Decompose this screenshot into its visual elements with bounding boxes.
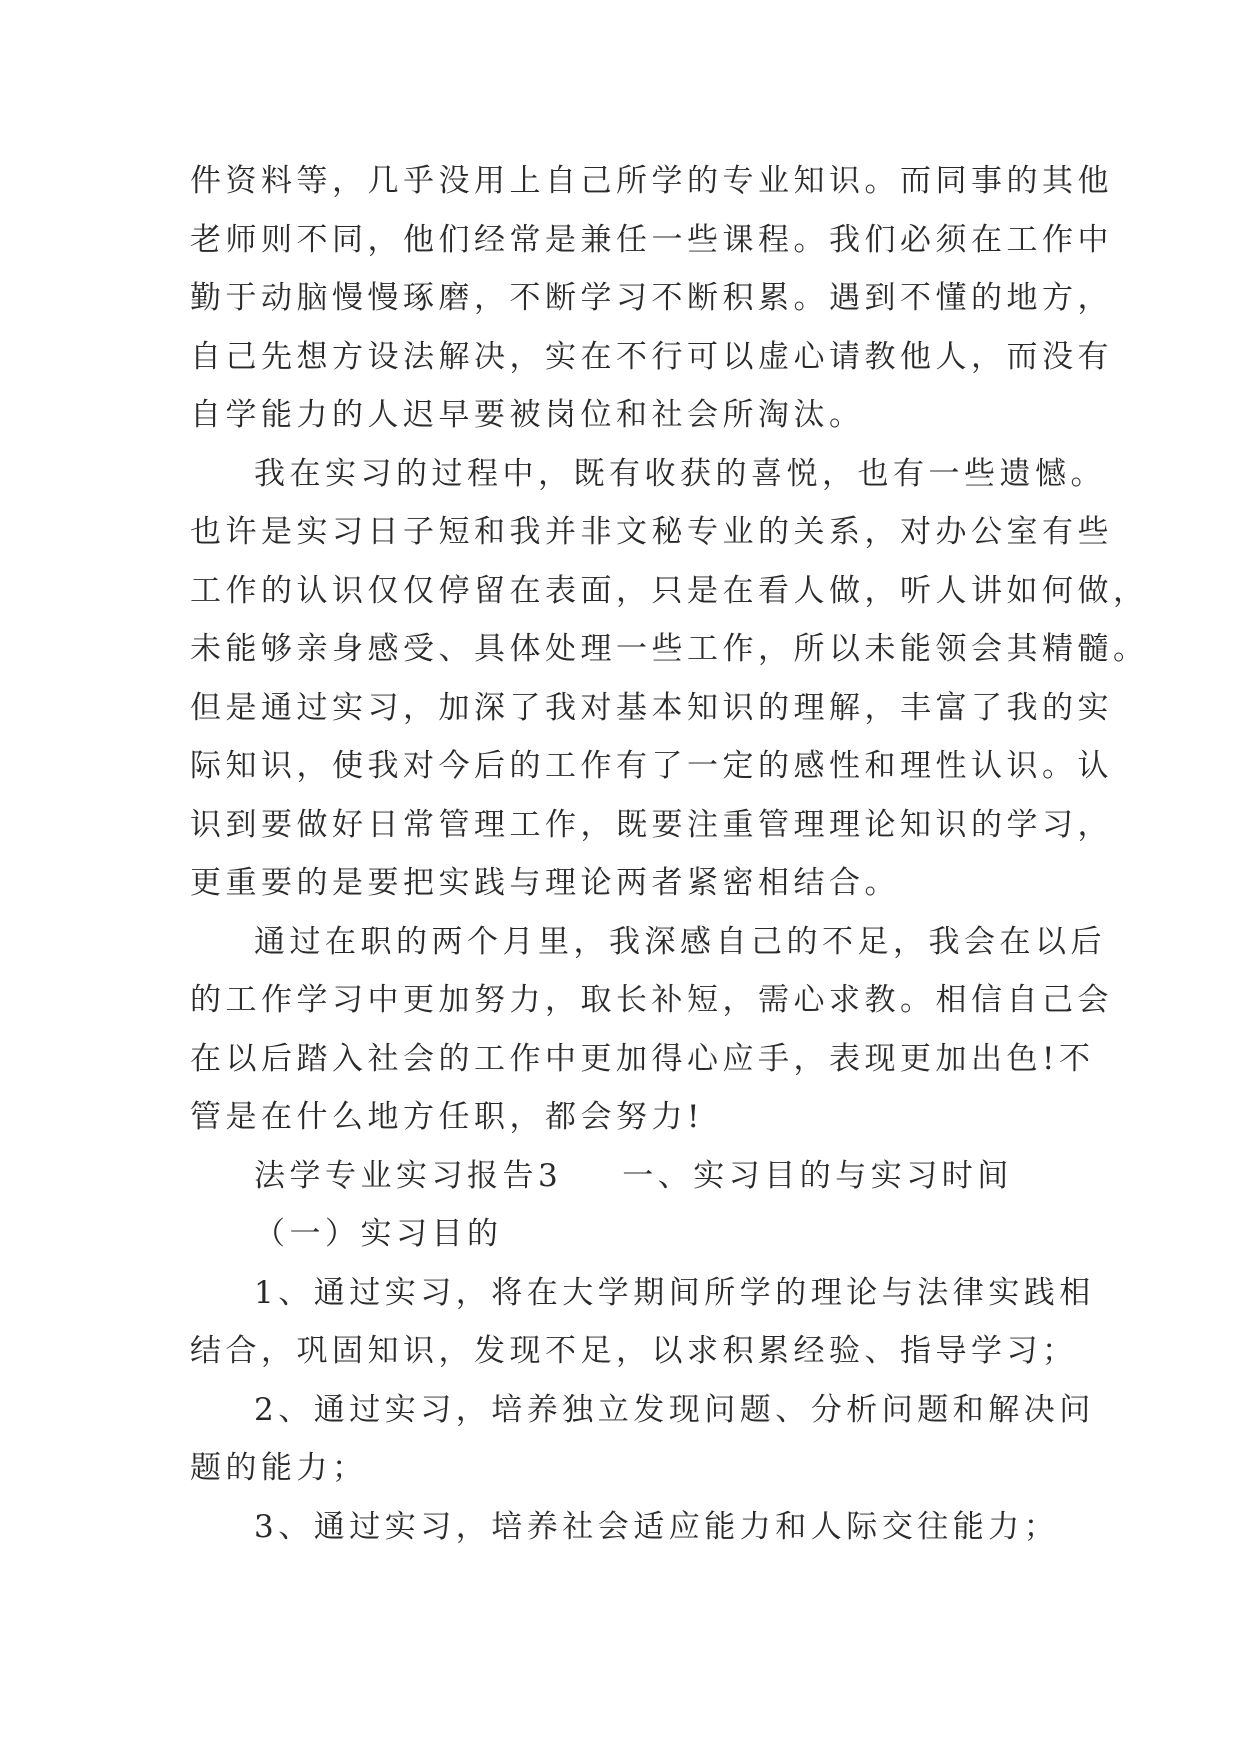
- text-line: 我在实习的过程中，既有收获的喜悦，也有一些遗憾。: [254, 455, 1106, 492]
- report-title: 法学专业实习报告3: [254, 1157, 563, 1194]
- text-line: 但是通过实习，加深了我对基本知识的理解，丰富了我的实: [190, 689, 1113, 726]
- text-line: 件资料等，几乎没用上自己所学的专业知识。而同事的其他: [190, 163, 1113, 199]
- section-title: 一、实习目的与实习时间: [622, 1157, 1013, 1194]
- text-line: 1、通过实习，将在大学期间所学的理论与法律实践相: [254, 1274, 1095, 1311]
- text-line: 未能够亲身感受、具体处理一些工作，所以未能领会其精髓。: [190, 631, 1149, 667]
- text-line: 际知识，使我对今后的工作有了一定的感性和理性认识。认: [190, 748, 1113, 784]
- list-item: [190, 1264, 1095, 1381]
- paragraph: [190, 152, 1113, 445]
- list-item: [190, 1381, 1095, 1498]
- subsection-title: （一）实习目的: [254, 1216, 503, 1252]
- text-line: 勤于动脑慢慢琢磨，不断学习不断积累。遇到不懂的地方，: [190, 280, 1113, 316]
- text-line: 自己先想方设法解决，实在不行可以虚心请教他人，而没有: [190, 338, 1113, 375]
- text-line: 更重要的是要把实践与理论两者紧密相结合。: [190, 865, 900, 901]
- text-line: 识到要做好日常管理工作，既要注重管理理论知识的学习，: [190, 806, 1113, 843]
- text-line: 结合，巩固知识，发现不足，以求积累经验、指导学习；: [190, 1333, 1078, 1369]
- text-line: 自学能力的人迟早要被岗位和社会所淘汰。: [190, 397, 865, 433]
- text-line: 工作的认识仅仅停留在表面，只是在看人做，听人讲如何做，: [190, 572, 1149, 609]
- text-line: 2、通过实习，培养独立发现问题、分析问题和解决问: [254, 1391, 1095, 1428]
- text-line: 也许是实习日子短和我并非文秘专业的关系，对办公室有些: [190, 514, 1113, 550]
- text-line: 通过在职的两个月里，我深感自己的不足，我会在以后: [254, 923, 1106, 960]
- report-heading-row: [190, 1147, 1070, 1206]
- text-line: 3、通过实习，培养社会适应能力和人际交往能力；: [254, 1508, 1060, 1545]
- text-line: 题的能力；: [190, 1450, 368, 1486]
- text-line: 的工作学习中更加努力，取长补短，需心求教。相信自己会: [190, 982, 1113, 1018]
- document-body: [190, 152, 1149, 1556]
- list-item: [190, 1498, 1070, 1557]
- paragraph: [190, 913, 1113, 1147]
- paragraph: [190, 445, 1149, 913]
- text-line: 老师则不同，他们经常是兼任一些课程。我们必须在工作中: [190, 221, 1113, 258]
- text-line: 在以后踏入社会的工作中更加得心应手，表现更加出色!不: [190, 1040, 1095, 1077]
- text-line: 管是在什么地方任职，都会努力!: [190, 1099, 704, 1135]
